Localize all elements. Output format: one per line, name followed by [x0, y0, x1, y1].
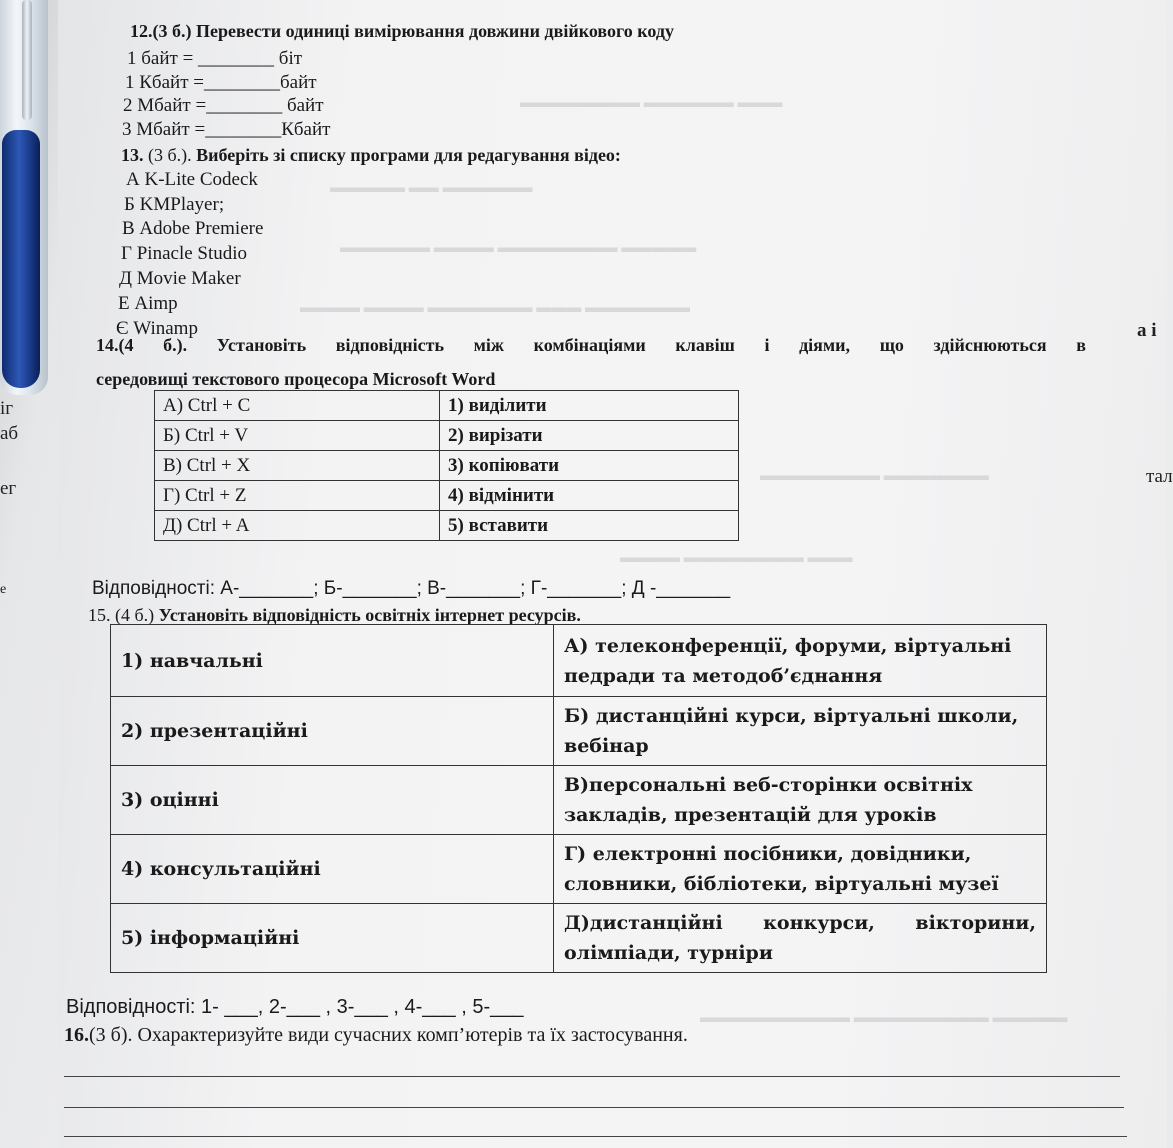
table-row — [111, 625, 1047, 697]
q14-title-line1: 14.(4 б.). Установіть відповідність між комбінаціями клавіш і діями, що здійснюються в — [96, 335, 1086, 355]
resource-desc-line2: олімпіади, турніри — [564, 942, 773, 964]
q15-answers[interactable]: Відповідності: 1- ___, 2-___ , 3-___ , 4-___ , 5-___ — [66, 996, 524, 1018]
edge-fragment: аб — [0, 423, 19, 444]
q12-row — [123, 95, 324, 117]
resource-type-cell: 5) інформаційні — [111, 904, 554, 973]
table-row — [111, 835, 1047, 904]
q14-title-line2: середовищі текстового процесора Microsoft Word — [96, 369, 496, 389]
q16-number: 16. — [64, 1024, 89, 1046]
answer-blank[interactable]: ________ — [206, 95, 283, 116]
q12-row-unit: байт — [279, 72, 317, 93]
edge-fragment: ег — [0, 478, 17, 499]
q13-option[interactable]: А K-Lite Codeck — [126, 169, 258, 190]
combo-cell: Б) Ctrl + V — [155, 421, 440, 451]
q12-row — [122, 119, 330, 141]
q12-row-unit: Кбайт — [281, 119, 331, 140]
bleed-through-text: ▬▬▬▬▬▬ ▬▬ ▬▬▬▬▬ — [330, 180, 533, 196]
table-row — [155, 451, 739, 481]
q13-points: (3 б.). — [148, 145, 192, 165]
q13-option[interactable]: Д Movie Maker — [119, 268, 241, 289]
edge-fragment: іг — [0, 398, 14, 419]
action-cell: 5) вставити — [440, 511, 739, 541]
q15-table — [110, 624, 1047, 973]
action-cell: 1) виділити — [440, 391, 739, 421]
q15-prefix: 15. (4 б.) — [88, 605, 159, 625]
edge-fragment: а і — [1137, 320, 1157, 341]
q12-row-left: 3 Мбайт = — [122, 119, 206, 140]
resource-type-cell: 2) презентаційні — [111, 697, 554, 766]
answer-writing-line[interactable] — [64, 1136, 1127, 1137]
bleed-through-text: ▬▬▬▬▬ ▬▬▬▬▬▬▬▬ ▬▬▬▬ ▬▬▬▬▬▬ — [340, 240, 697, 256]
bleed-through-text: ▬▬▬ ▬▬▬▬▬▬▬▬ ▬▬▬▬ — [620, 550, 853, 566]
edge-fragment: тал — [1146, 466, 1173, 487]
q12-row-left: 1 Кбайт = — [125, 72, 204, 93]
combo-cell: А) Ctrl + C — [155, 391, 440, 421]
table-row — [155, 391, 739, 421]
q13-option[interactable]: В Adobe Premiere — [122, 218, 264, 239]
q16-text: (3 б). Охарактеризуйте види сучасних комп’ютерів та їх застосування. — [89, 1024, 688, 1046]
table-row — [111, 697, 1047, 766]
q12-row — [125, 72, 317, 94]
q13-option[interactable]: Б KMPlayer; — [124, 194, 225, 215]
table-row — [155, 481, 739, 511]
answer-writing-line[interactable] — [64, 1076, 1120, 1077]
action-cell: 4) відмінити — [440, 481, 739, 511]
answer-writing-line[interactable] — [64, 1107, 1124, 1108]
q12-row-left: 1 байт = — [127, 48, 199, 69]
combo-cell: Д) Ctrl + A — [155, 511, 440, 541]
table-row — [111, 904, 1047, 973]
action-cell: 2) вирізати — [440, 421, 739, 451]
q12-row-left: 2 Мбайт = — [123, 95, 207, 116]
answer-blank[interactable]: ________ — [198, 48, 275, 69]
pen-clip — [22, 0, 32, 120]
combo-cell: В) Ctrl + X — [155, 451, 440, 481]
resource-desc-line1 — [564, 908, 1036, 938]
bleed-through-text: ▬▬▬▬▬▬▬ ▬▬▬▬▬▬▬▬ — [760, 468, 989, 484]
resource-type-cell: 3) оцінні — [111, 766, 554, 835]
q12-title: 12.(3 б.) Перевести одиниці вимірювання довжини двійкового коду — [130, 21, 674, 41]
resource-type-cell: 1) навчальні — [111, 625, 554, 697]
q14-table — [154, 390, 739, 541]
bleed-through-text: ▬▬▬ ▬▬▬▬▬▬ ▬▬▬▬▬▬▬▬ — [520, 95, 783, 111]
resource-desc-cell — [554, 904, 1047, 973]
answer-blank[interactable]: ________ — [203, 72, 280, 93]
pen-cap — [2, 130, 40, 388]
q16-title — [64, 1024, 688, 1046]
desc-word: вікторини, — [915, 912, 1036, 934]
desc-word: конкурси, — [763, 912, 875, 934]
q12-row-unit: біт — [278, 48, 303, 69]
q13-title — [121, 144, 621, 166]
q15-title-text: Установіть відповідність освітніх інтернет ресурсів. — [158, 605, 581, 625]
resource-desc-cell: Б) дистанційні курси, віртуальні школи, вебінар — [554, 697, 1047, 766]
answer-blank[interactable]: ________ — [205, 119, 282, 140]
bleed-through-text: ▬▬▬▬▬▬▬ ▬▬▬ ▬▬▬▬▬▬▬ ▬▬▬▬ ▬▬▬▬ — [300, 300, 690, 316]
desc-word: Д)дистанційні — [564, 912, 723, 934]
q13-option[interactable]: Є Winamp — [116, 318, 198, 339]
combo-cell: Г) Ctrl + Z — [155, 481, 440, 511]
q12-row — [127, 48, 302, 70]
q15-title — [88, 604, 581, 626]
q13-option[interactable]: Г Pinacle Studio — [121, 243, 248, 264]
resource-desc-cell: В)персональні веб-сторінки освітніх закладів, презентацій для уроків — [554, 766, 1047, 835]
q13-number: 13. — [121, 145, 144, 165]
resource-desc-cell: А) телеконференції, форуми, віртуальні педради та методоб’єднання — [554, 625, 1047, 697]
table-row — [155, 511, 739, 541]
table-row — [155, 421, 739, 451]
q13-option[interactable]: Е Aimp — [118, 293, 178, 314]
bleed-through-text: ▬▬▬▬▬ ▬▬▬▬▬▬▬▬▬ ▬▬▬▬▬▬▬▬▬▬ — [700, 1010, 1068, 1026]
q12-row-unit: байт — [286, 95, 324, 116]
resource-type-cell: 4) консультаційні — [111, 835, 554, 904]
edge-fragment: е — [0, 582, 7, 597]
q13-text: Виберіть зі списку програми для редагування відео: — [196, 145, 621, 165]
table-row — [111, 766, 1047, 835]
action-cell: 3) копіювати — [440, 451, 739, 481]
q14-answers[interactable]: Відповідності: А-_______; Б-_______; В-_______; Г-_______; Д -_______ — [92, 578, 731, 599]
resource-desc-cell: Г) електронні посібники, довідники, словники, бібліотеки, віртуальні музеї — [554, 835, 1047, 904]
